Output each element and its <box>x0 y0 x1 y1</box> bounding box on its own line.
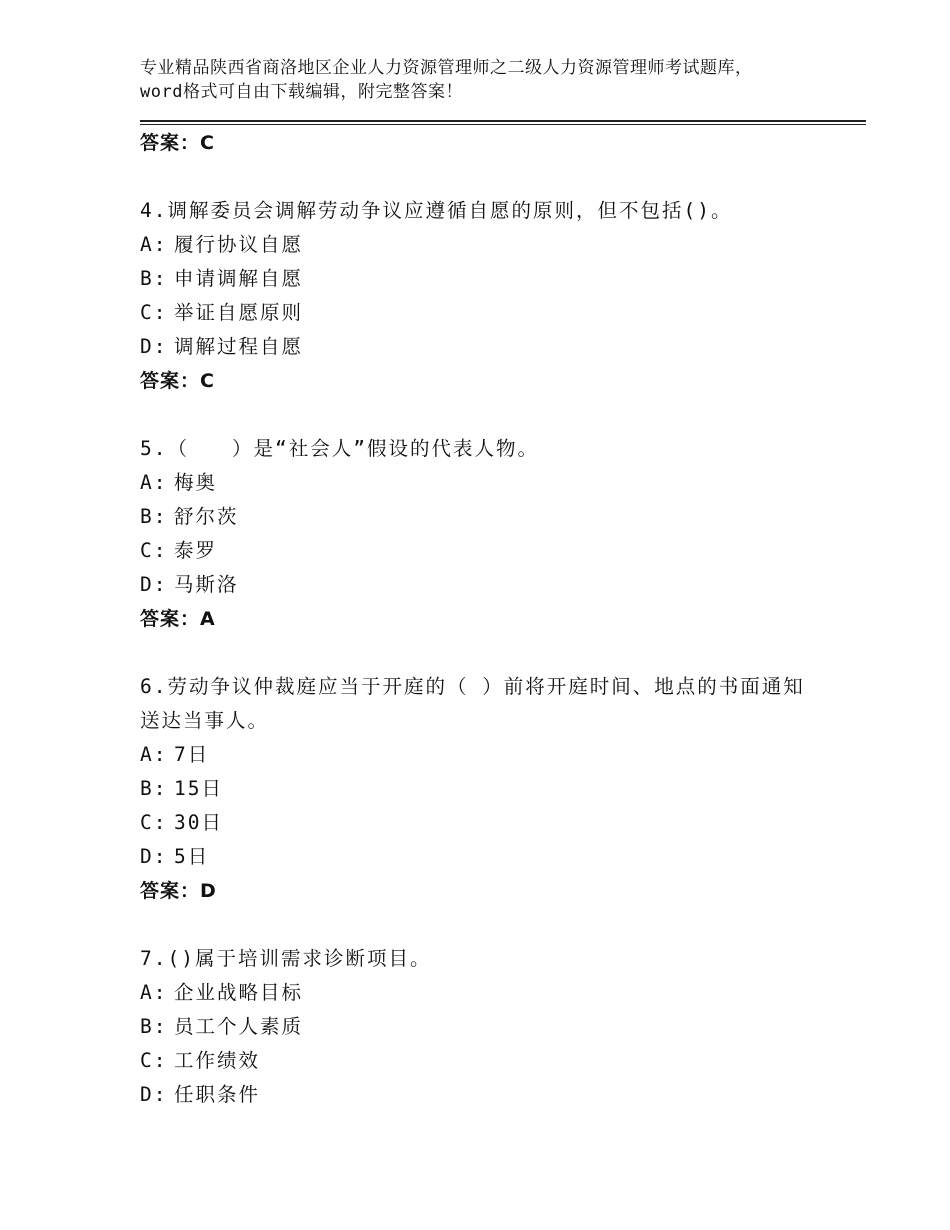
option-text: 履行协议自愿 <box>174 233 304 256</box>
question-5 <box>140 432 820 636</box>
option-letter: B: <box>140 505 168 528</box>
question-6 <box>140 670 820 908</box>
option-text: 企业战略目标 <box>174 981 304 1004</box>
option-letter: B: <box>140 267 168 290</box>
option-c <box>140 296 820 330</box>
option-d <box>140 568 820 602</box>
document-header <box>140 56 780 104</box>
option-text: 7日 <box>174 743 210 766</box>
option-letter: D: <box>140 573 168 596</box>
previous-answer: 答案：C <box>140 132 215 154</box>
option-text: 工作绩效 <box>174 1049 261 1072</box>
option-letter: C: <box>140 301 168 324</box>
header-rule-thin <box>140 124 866 125</box>
option-b <box>140 772 820 806</box>
option-letter: B: <box>140 777 168 800</box>
option-b <box>140 262 820 296</box>
option-text: 5日 <box>174 845 210 868</box>
header-title: 专业精品陕西省商洛地区企业人力资源管理师之二级人力资源管理师考试题库，word格式可自由下载编辑，附完整答案！ <box>140 58 753 102</box>
answer-line: 答案：D <box>140 880 217 902</box>
option-text: 员工个人素质 <box>174 1015 304 1038</box>
option-text: 15日 <box>174 777 223 800</box>
option-text: 30日 <box>174 811 223 834</box>
option-a <box>140 976 820 1010</box>
option-letter: A: <box>140 743 168 766</box>
option-text: 舒尔茨 <box>174 505 239 528</box>
option-b <box>140 1010 820 1044</box>
option-letter: D: <box>140 845 168 868</box>
option-text: 举证自愿原则 <box>174 301 304 324</box>
option-a <box>140 228 820 262</box>
option-letter: A: <box>140 233 168 256</box>
option-d <box>140 330 820 364</box>
option-b <box>140 500 820 534</box>
option-c <box>140 806 820 840</box>
answer-line: 答案：A <box>140 608 216 630</box>
question-4 <box>140 194 820 398</box>
option-c <box>140 534 820 568</box>
option-letter: C: <box>140 1049 168 1072</box>
option-text: 梅奥 <box>174 471 218 494</box>
question-stem: 4.调解委员会调解劳动争议应遵循自愿的原则，但不包括()。 <box>140 199 733 222</box>
option-d <box>140 840 820 874</box>
question-list <box>140 126 820 1112</box>
option-text: 泰罗 <box>174 539 218 562</box>
option-text: 调解过程自愿 <box>174 335 304 358</box>
option-c <box>140 1044 820 1078</box>
option-letter: A: <box>140 471 168 494</box>
option-a <box>140 738 820 772</box>
question-stem: 5.（ ）是“社会人”假设的代表人物。 <box>140 437 539 460</box>
option-text: 申请调解自愿 <box>174 267 304 290</box>
option-letter: B: <box>140 1015 168 1038</box>
header-rule-thick <box>140 120 866 122</box>
answer-line: 答案：C <box>140 370 215 392</box>
option-letter: D: <box>140 335 168 358</box>
question-stem: 7.()属于培训需求诊断项目。 <box>140 947 432 970</box>
question-7 <box>140 942 820 1112</box>
option-a <box>140 466 820 500</box>
option-letter: D: <box>140 1083 168 1106</box>
option-letter: A: <box>140 981 168 1004</box>
option-text: 马斯洛 <box>174 573 239 596</box>
option-text: 任职条件 <box>174 1083 261 1106</box>
option-letter: C: <box>140 539 168 562</box>
question-stem: 6.劳动争议仲裁庭应当于开庭的（ ）前将开庭时间、地点的书面通知送达当事人。 <box>140 675 805 732</box>
option-letter: C: <box>140 811 168 834</box>
option-d <box>140 1078 820 1112</box>
